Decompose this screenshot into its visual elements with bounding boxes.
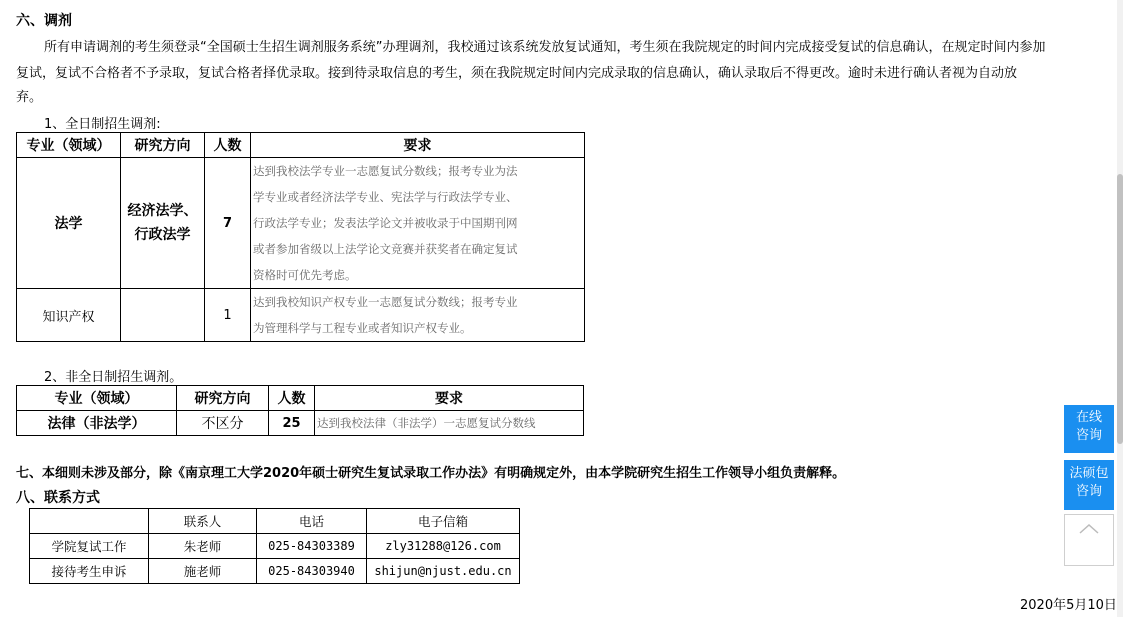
requirement-line: 行政法学专业；发表法学论文并被收录于中国期刊网 <box>253 216 518 230</box>
direction-cell: 不区分 <box>177 411 269 436</box>
col-header-requirement: 要求 <box>251 133 585 158</box>
direction-line: 行政法学 <box>134 227 191 243</box>
col-header-direction: 研究方向 <box>177 386 269 411</box>
count-cell: 7 <box>205 158 251 289</box>
table-row <box>30 559 520 584</box>
document-date: 2020年5月10日 <box>1020 598 1117 613</box>
col-header-count: 人数 <box>205 133 251 158</box>
table-row <box>17 158 585 289</box>
online-consult-button[interactable] <box>1064 405 1114 453</box>
requirement-line: 资格时可优先考虑。 <box>253 268 357 282</box>
major-cell: 法学 <box>17 158 121 289</box>
requirement-cell: 达到我校法律（非法学）一志愿复试分数线 <box>315 411 584 436</box>
direction-cell <box>121 289 205 342</box>
section6-para-line1: 所有申请调剂的考生须登录“全国硕士生招生调剂服务系统”办理调剂，我校通过该系统发放复试通知，考生须在我院规定的时间内完成接受复试的信息确认，在规定时间内参加 <box>44 40 1046 55</box>
contact-table <box>29 508 520 584</box>
part-time-title: 2、非全日制招生调剂。 <box>44 370 183 385</box>
requirement-line: 达到我校知识产权专业一志愿复试分数线；报考专业 <box>253 295 518 309</box>
scrollbar-thumb[interactable] <box>1117 174 1123 444</box>
chevron-up-icon <box>1065 515 1113 565</box>
fsb-consult-label: 法硕包 <box>1069 466 1109 481</box>
requirement-line: 达到我校法学专业一志愿复试分数线；报考专业为法 <box>253 164 518 178</box>
section6-para-line2: 复试，复试不合格者不予录取，复试合格者择优录取。接到待录取信息的考生，须在我院规定时间内完成录取的信息确认，确认录取后不得更改。逾时未进行确认者视为自动放 <box>16 66 1018 81</box>
col-header-major: 专业（领域） <box>17 133 121 158</box>
item-cell: 接待考生申诉 <box>30 559 149 584</box>
fsb-consult-label: 咨询 <box>1075 484 1102 499</box>
phone-cell: 025-84303940 <box>257 559 367 584</box>
direction-line: 经济法学、 <box>127 203 198 219</box>
requirement-cell <box>251 289 585 342</box>
requirement-line: 为管理科学与工程专业或者知识产权专业。 <box>253 321 472 335</box>
full-time-table <box>16 132 585 342</box>
part-time-table <box>16 385 584 436</box>
count-cell: 1 <box>205 289 251 342</box>
requirement-line: 学专业或者经济法学专业、宪法学与行政法学专业、 <box>253 190 518 204</box>
online-consult-label: 在线 <box>1075 410 1102 425</box>
requirement-cell <box>251 158 585 289</box>
col-header-direction: 研究方向 <box>121 133 205 158</box>
col-header-major: 专业（领域） <box>17 386 177 411</box>
section6-para-line3: 弃。 <box>16 90 43 105</box>
table-row <box>17 411 584 436</box>
major-cell: 法律（非法学） <box>17 411 177 436</box>
contact-cell: 施老师 <box>149 559 257 584</box>
back-to-top-button[interactable] <box>1064 514 1114 566</box>
direction-cell <box>121 158 205 289</box>
fsb-consult-button[interactable] <box>1064 460 1114 510</box>
col-header-phone: 电话 <box>257 509 367 534</box>
phone-cell: 025-84303389 <box>257 534 367 559</box>
requirement-line: 或者参加省级以上法学论文竞赛并获奖者在确定复试 <box>253 242 518 256</box>
email-cell: shijun@njust.edu.cn <box>367 559 520 584</box>
online-consult-label: 咨询 <box>1075 428 1102 443</box>
count-cell: 25 <box>269 411 315 436</box>
col-header-count: 人数 <box>269 386 315 411</box>
col-header-contact: 联系人 <box>149 509 257 534</box>
table-row <box>17 289 585 342</box>
col-header-email: 电子信箱 <box>367 509 520 534</box>
major-cell: 知识产权 <box>17 289 121 342</box>
item-cell: 学院复试工作 <box>30 534 149 559</box>
table-row <box>30 534 520 559</box>
contact-cell: 朱老师 <box>149 534 257 559</box>
email-cell: zly31288@126.com <box>367 534 520 559</box>
section8-heading: 八、联系方式 <box>16 490 100 506</box>
section7-text: 七、本细则未涉及部分，除《南京理工大学2020年硕士研究生复试录取工作办法》有明确规定外，由本学院研究生招生工作领导小组负责解释。 <box>16 466 846 481</box>
col-header-item <box>30 509 149 534</box>
section6-heading: 六、调剂 <box>16 13 72 29</box>
full-time-title: 1、全日制招生调剂: <box>44 117 161 132</box>
col-header-requirement: 要求 <box>315 386 584 411</box>
